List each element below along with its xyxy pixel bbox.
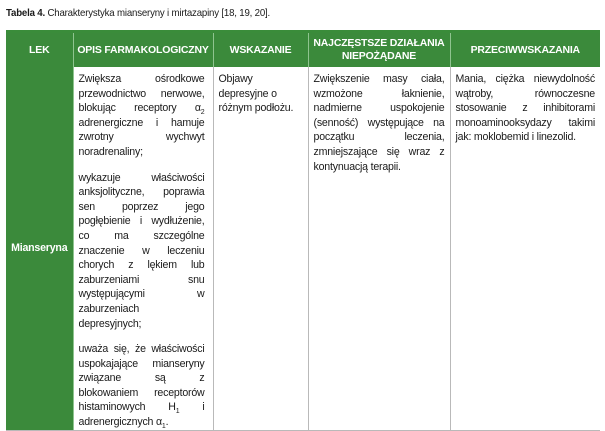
header-side-effects: NAJCZĘSTSZE DZIAŁANIA NIEPOŻĄDANE bbox=[308, 32, 450, 68]
mechanism-p3-subscript-1: 1 bbox=[175, 408, 180, 416]
cell-side-effects: Zwiększenie masy ciała, wzmożone łaknienie, nadmierne uspokojenie (senność) występujące na początku leczenia, zmniejszające się wraz z kontynuacją terapii. bbox=[308, 67, 450, 430]
mechanism-p3-text-c: . bbox=[165, 416, 169, 429]
mechanism-p3-text-b: i adrenergicznych α bbox=[78, 401, 205, 429]
mechanism-p3-text-a: uważa się, że właściwości uspokajające mianseryny związane są z blokowaniem receptorów histaminowych H bbox=[78, 343, 205, 414]
table-caption bbox=[6, 7, 270, 19]
cell-mechanism bbox=[73, 67, 213, 430]
drug-characteristics-table bbox=[6, 30, 600, 431]
header-indication: WSKAZANIE bbox=[213, 32, 308, 68]
table-caption-text: Charakterystyka mianseryny i mirtazapiny [18, 19, 20]. bbox=[44, 7, 271, 19]
mechanism-p1-subscript: 2 bbox=[200, 109, 205, 117]
mechanism-paragraph-1 bbox=[79, 72, 205, 160]
header-contraindications: PRZECIWWSKAZANIA bbox=[450, 32, 600, 68]
table-caption-label: Tabela 4. bbox=[6, 7, 45, 19]
mechanism-paragraph-2: wykazuje właściwości anksjolityczne, poprawia sen poprzez jego pogłębienie i wydłużenie, co ma szczególne znaczenie w leczeniu chorych z lękiem lub zaburzeniami snu występującymi w zaburzeniach depresyjnych; bbox=[78, 171, 205, 330]
mechanism-p3-subscript-2: 1 bbox=[161, 423, 166, 431]
table-row bbox=[6, 67, 600, 430]
mechanism-paragraph-3 bbox=[79, 342, 205, 430]
cell-drug-name: Mianseryna bbox=[6, 67, 73, 430]
cell-indication: Objawy depresyjne o różnym podłożu. bbox=[213, 67, 308, 430]
mechanism-p1-text-a: Zwiększa ośrodkowe przewodnictwo nerwowe, blokując receptory α bbox=[78, 73, 205, 115]
mechanism-p1-text-b: adrenergiczne i hamuje zwrotny wychwyt noradrenaliny; bbox=[78, 116, 205, 158]
header-drug: LEK bbox=[6, 32, 73, 68]
header-mechanism: OPIS FARMAKOLOGICZNY bbox=[73, 32, 213, 68]
table-header-row bbox=[6, 32, 600, 68]
cell-contraindications: Mania, ciężka niewydolność wątroby, równoczesne stosowanie z inhibitorami monoaminooksydazy takimi jak: moklobemid i linezolid. bbox=[450, 67, 600, 430]
